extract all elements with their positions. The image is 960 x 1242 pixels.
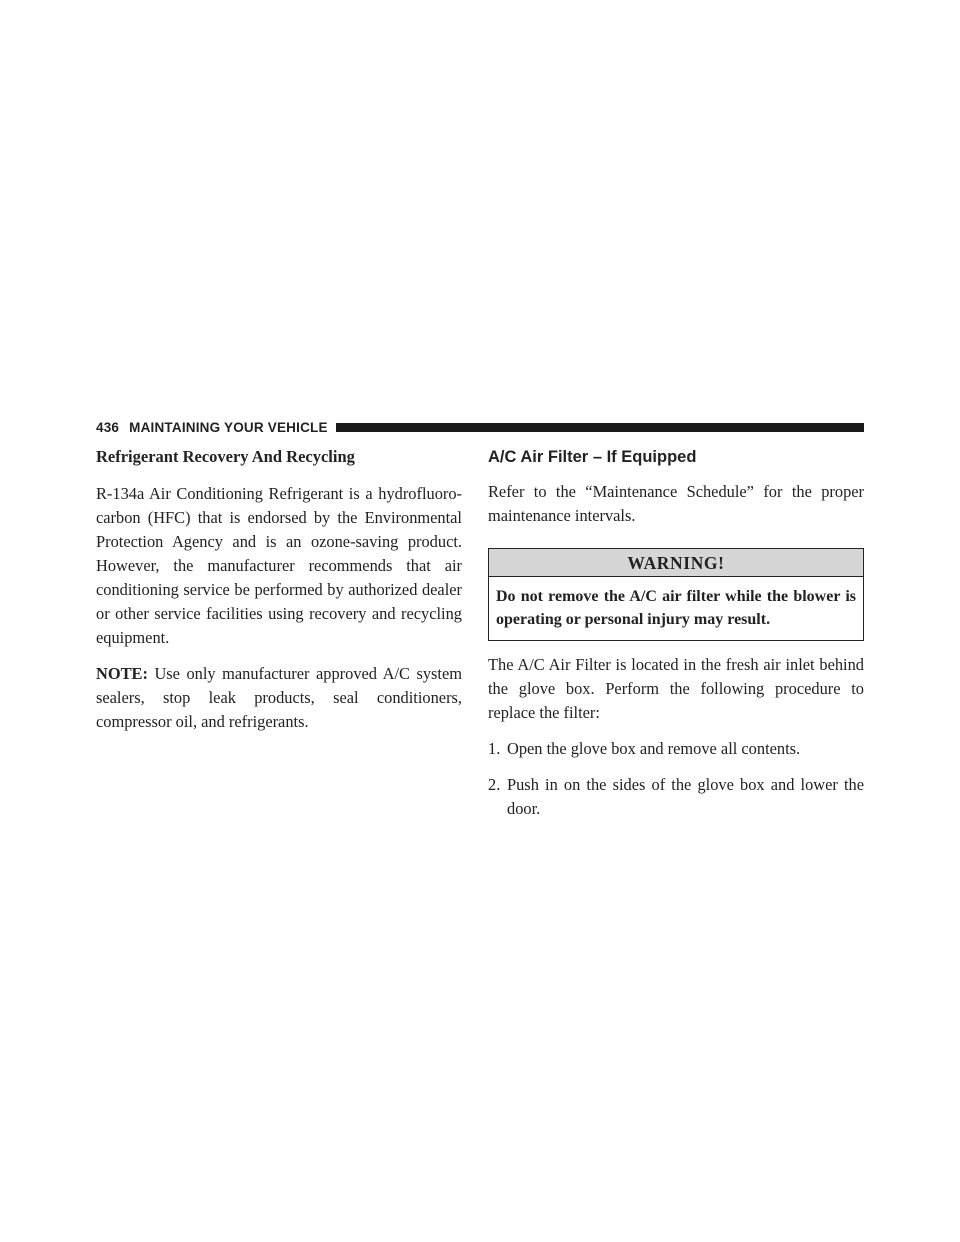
refrigerant-heading: Refrigerant Recovery And Recycling (96, 447, 355, 466)
step-2-number: 2. (488, 775, 501, 794)
running-header (96, 419, 864, 435)
warning-text: Do not remove the A/C air filter while the blower is operating or personal injury may result. (496, 588, 856, 628)
step-2 (488, 773, 864, 821)
air-filter-location-paragraph: The A/C Air Filter is located in the fresh air inlet behind the glove box. Perform the following procedure to replace the filter: (488, 655, 864, 722)
left-column (96, 446, 462, 746)
air-filter-heading: A/C Air Filter – If Equipped (488, 448, 697, 466)
refrigerant-paragraph: R-134a Air Conditioning Refrigerant is a hydrofluoro-carbon (HFC) that is endorsed by the Environmental Protection Agency and is an ozone-saving product. However, the manufacturer recommends that air conditioning service be performed by authorized dealer or other service facilities using recovery and recycling equipment. (96, 484, 462, 647)
right-column (488, 446, 864, 833)
step-1-text: Open the glove box and remove all contents. (507, 739, 801, 758)
warning-box (488, 548, 864, 641)
procedure-steps (488, 737, 864, 821)
note-label: NOTE: (96, 664, 148, 683)
step-1 (488, 737, 864, 761)
section-title: MAINTAINING YOUR VEHICLE (129, 419, 328, 435)
warning-title: WARNING! (489, 549, 863, 577)
note-text: Use only manufacturer approved A/C system sealers, stop leak products, seal conditioners, compressor oil, and refrigerants. (96, 664, 462, 731)
note-paragraph (96, 662, 462, 734)
step-2-text: Push in on the sides of the glove box and lower the door. (507, 775, 864, 818)
header-rule (336, 423, 864, 432)
page-number: 436 (96, 419, 120, 435)
air-filter-intro: Refer to the “Maintenance Schedule” for the proper maintenance intervals. (488, 482, 864, 525)
step-1-number: 1. (488, 739, 501, 758)
